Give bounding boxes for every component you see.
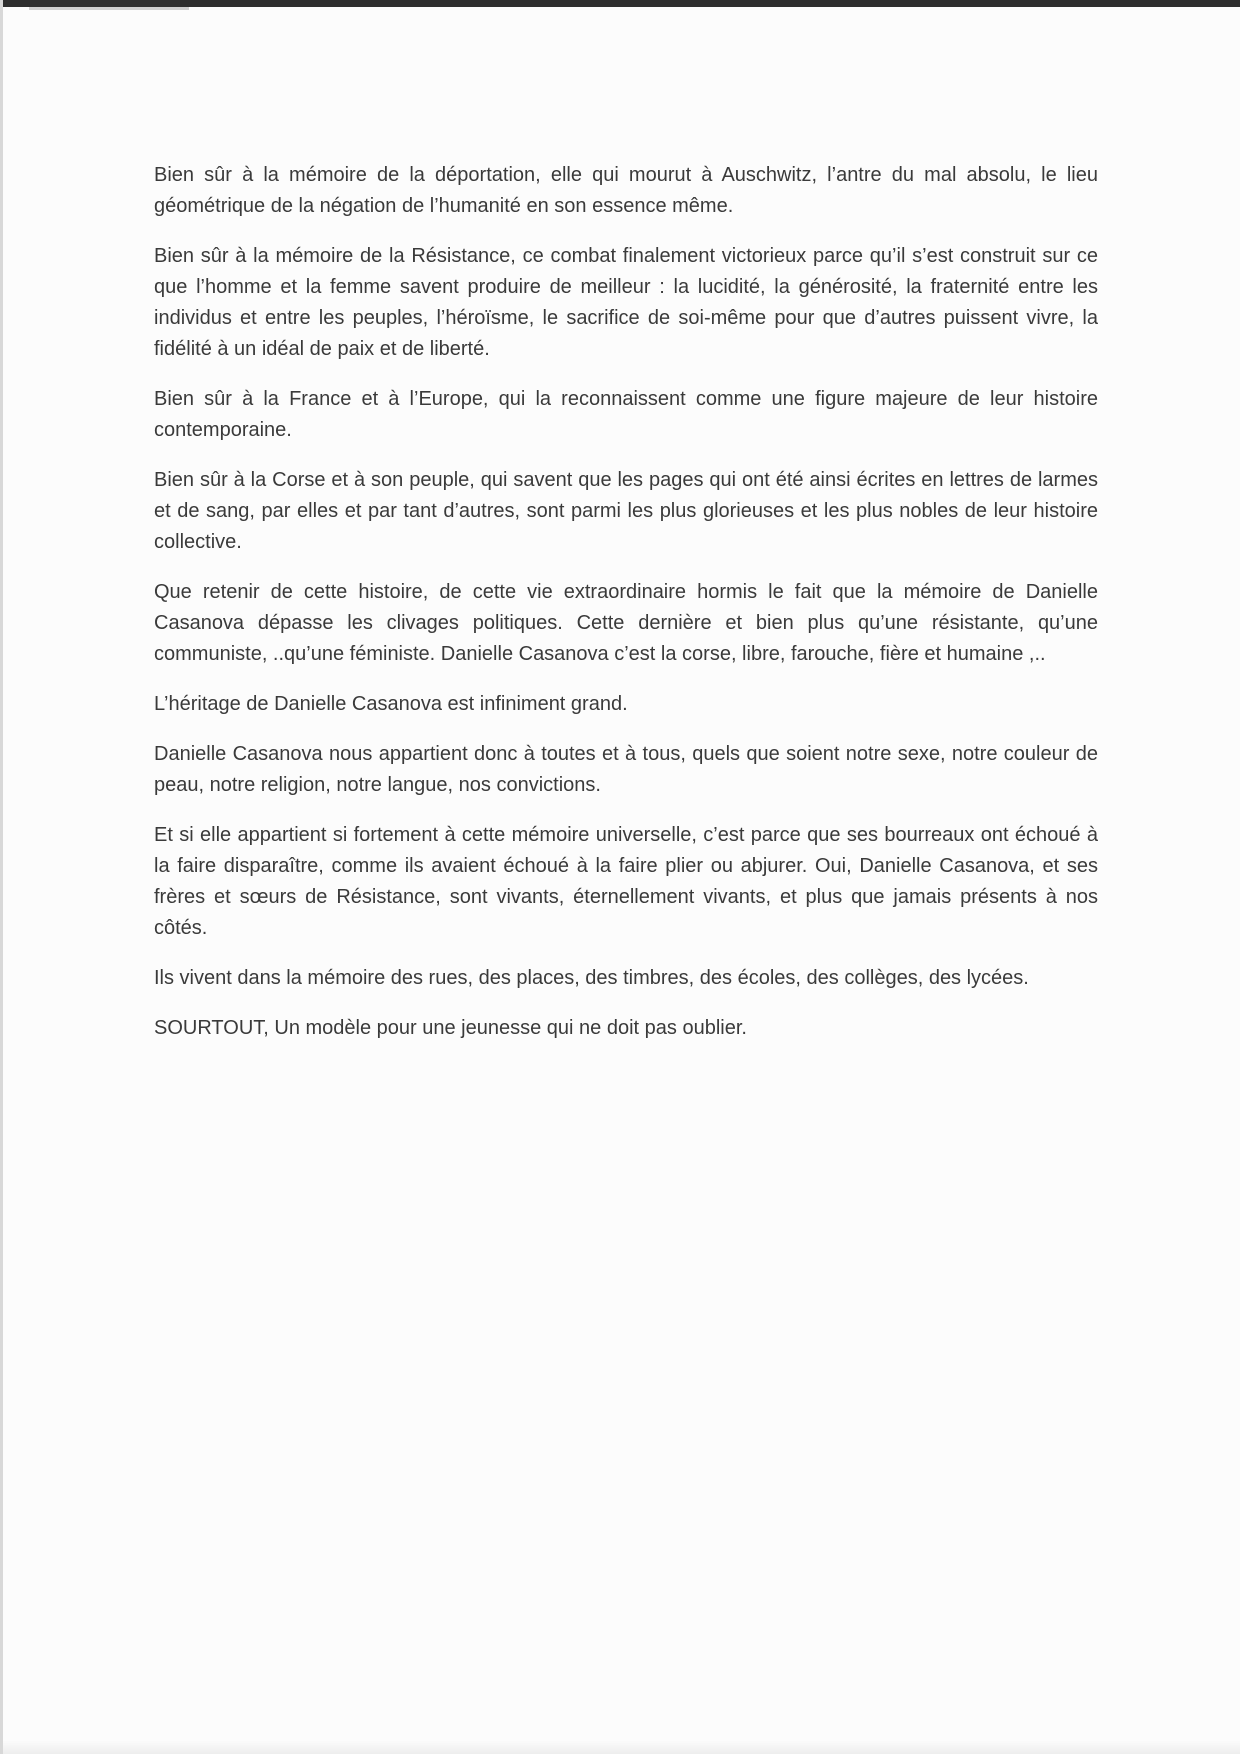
paragraph-appartient: Danielle Casanova nous appartient donc à toutes et à tous, quels que soient notre sexe, notre couleur de peau, notre religion, notre langue, nos convictions. [154, 743, 1098, 796]
scan-bottom-shadow [3, 1740, 1240, 1754]
paragraph-sourtout: SOURTOUT, Un modèle pour une jeunesse qui ne doit pas oublier. [154, 1017, 747, 1039]
scan-top-edge [3, 0, 1240, 7]
scan-edge-mark [29, 7, 189, 10]
paragraph-corse: Bien sûr à la Corse et à son peuple, qui savent que les pages qui ont été ainsi écrites en lettres de larmes et de sang, par elles et par tant d’autres, sont parmi les plus glorieuses et les plus nobles de leur histoire collective. [154, 469, 1098, 553]
paragraph-france-europe: Bien sûr à la France et à l’Europe, qui la reconnaissent comme une figure majeure de leur histoire contemporaine. [154, 388, 1098, 441]
paragraph-que-retenir: Que retenir de cette histoire, de cette vie extraordinaire hormis le fait que la mémoire de Danielle Casanova dépasse les clivages politiques. Cette dernière et bien plus qu’une résistante, qu’une communiste, ..qu’une féministe. Danielle Casanova c’est la corse, libre, farouche, fière et humaine ,.. [154, 581, 1098, 665]
document-body [154, 160, 1098, 1063]
paragraph-resistance: Bien sûr à la mémoire de la Résistance, ce combat finalement victorieux parce qu’il s’est construit sur ce que l’homme et la femme savent produire de meilleur : la lucidité, la générosité, la fraternité entre les individus et entre les peuples, l’héroïsme, le sacrifice de soi-même pour que d’autres puissent vivre, la fidélité à un idéal de paix et de liberté. [154, 245, 1098, 360]
paragraph-heritage: L’héritage de Danielle Casanova est infiniment grand. [154, 693, 628, 715]
paragraph-ils-vivent: Ils vivent dans la mémoire des rues, des places, des timbres, des écoles, des collèges, des lycées. [154, 967, 1029, 989]
paragraph-deportation: Bien sûr à la mémoire de la déportation, elle qui mourut à Auschwitz, l’antre du mal absolu, le lieu géométrique de la négation de l’humanité en son essence même. [154, 164, 1098, 217]
paragraph-memoire-universelle: Et si elle appartient si fortement à cette mémoire universelle, c’est parce que ses bourreaux ont échoué à la faire disparaître, comme ils avaient échoué à la faire plier ou abjurer. Oui, Danielle Casanova, et ses frères et sœurs de Résistance, sont vivants, éternellement vivants, et plus que jamais présents à nos côtés. [154, 824, 1098, 939]
